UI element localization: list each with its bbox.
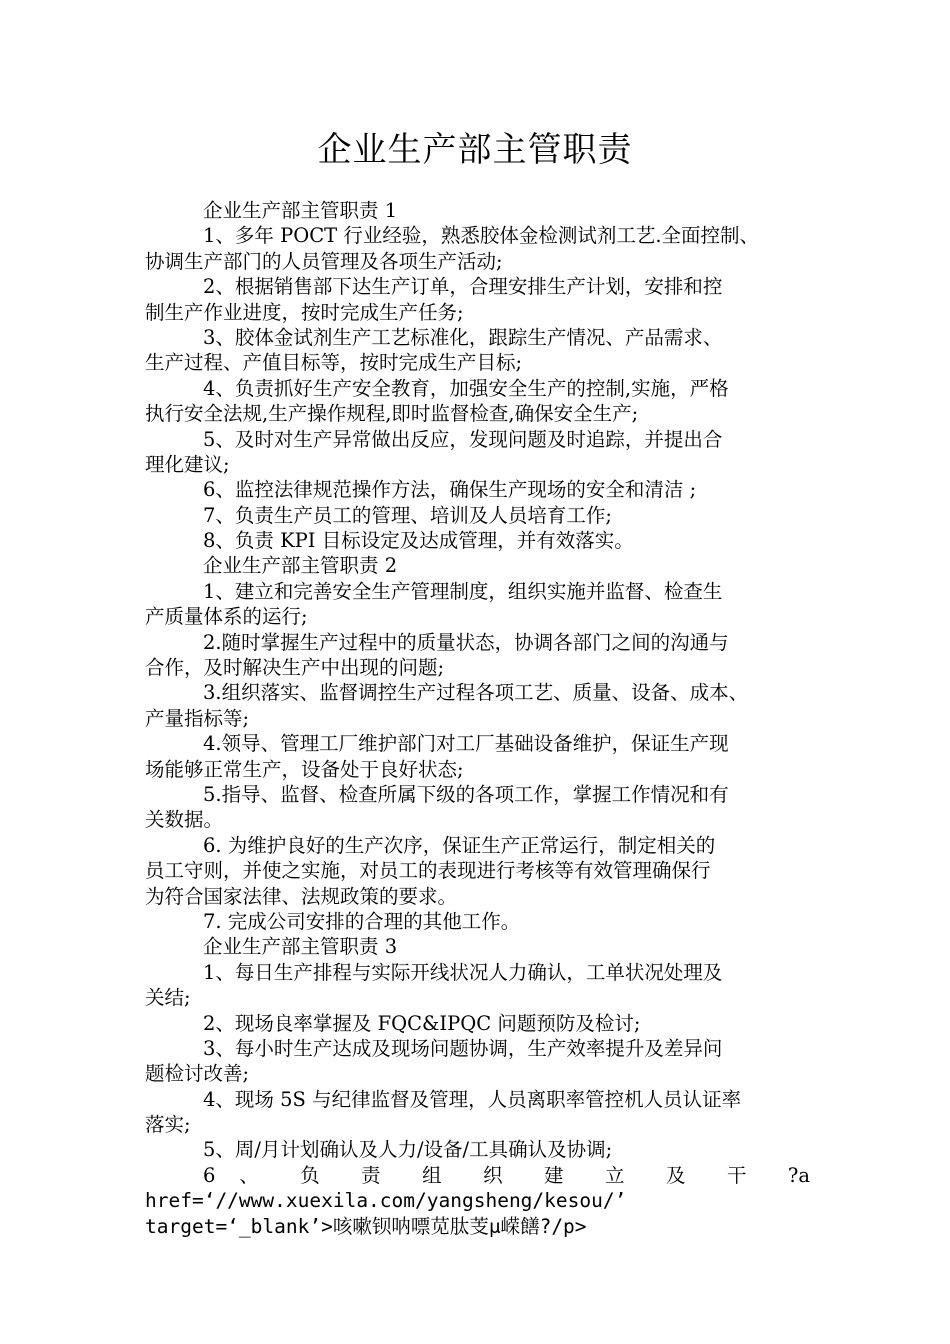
body-line: 落实; — [145, 1113, 191, 1137]
body-line: 5.指导、监督、检查所属下级的各项工作，掌握工作情况和有 — [203, 782, 729, 806]
body-line: 合作，及时解决生产中出现的问题; — [145, 656, 445, 680]
body-line: 2.随时掌握生产过程中的质量状态，协调各部门之间的沟通与 — [203, 630, 729, 654]
body-line: 7、负责生产员工的管理、培训及人员培育工作; — [203, 503, 612, 527]
body-line: 执行安全法规,生产操作规程,即时监督检查,确保安全生产; — [145, 402, 639, 426]
body-line: 生产过程、产值目标等，按时完成生产目标; — [145, 351, 523, 375]
body-line: 4、负责抓好生产安全教育，加强安全生产的控制,实施，严格 — [203, 376, 729, 400]
body-line: 关数据。 — [145, 808, 224, 832]
body-line: 关结; — [145, 986, 191, 1010]
body-line: 员工守则，并使之实施，对员工的表现进行考核等有效管理确保行 — [145, 859, 711, 883]
body-line: target=‘_blank’>咳嗽钡呐嘌苋肽芰μ嵘饍?/p> — [145, 1214, 587, 1238]
body-line: 8、负责 KPI 目标设定及达成管理，并有效落实。 — [203, 529, 634, 553]
body-line: 协调生产部门的人员管理及各项生产活动; — [145, 249, 503, 273]
document-title: 企业生产部主管职责 — [317, 130, 633, 170]
body-line: 5、周/月计划确认及人力/设备/工具确认及协调; — [203, 1138, 613, 1162]
body-line: 企业生产部主管职责 3 — [203, 935, 398, 959]
body-line: href=‘//www.xuexila.com/yangsheng/kesou/’ — [145, 1189, 627, 1213]
body-line: 6、监控法律规范操作方法，确保生产现场的安全和清洁 ; — [203, 478, 697, 502]
body-line: 场能够正常生产，设备处于良好状态; — [145, 757, 464, 781]
body-line: 3.组织落实、监督调控生产过程各项工艺、质量、设备、成本、 — [203, 681, 749, 705]
body-line: 企业生产部主管职责 2 — [203, 554, 398, 578]
body-line: 题检讨改善; — [145, 1062, 250, 1086]
body-line: 4.领导、管理工厂维护部门对工厂基础设备维护，保证生产现 — [203, 732, 729, 756]
body-line: 1、多年 POCT 行业经验，熟悉胶体金检测试剂工艺.全面控制、 — [203, 224, 760, 248]
body-line: 1、建立和完善安全生产管理制度，组织实施并监督、检查生 — [203, 579, 723, 603]
body-line: 6 、 负 责 组 织 建 立 及 干 ?a — [203, 1163, 810, 1187]
body-line: 为符合国家法律、法规政策的要求。 — [145, 884, 458, 908]
body-line: 3、胶体金试剂生产工艺标准化，跟踪生产情况、产品需求、 — [203, 325, 723, 349]
body-line: 2、现场良率掌握及 FQC&IPQC 问题预防及检讨; — [203, 1011, 641, 1035]
body-line: 产量指标等; — [145, 706, 250, 730]
body-line: 5、及时对生产异常做出反应，发现问题及时追踪，并提出合 — [203, 427, 723, 451]
body-line: 制生产作业进度，按时完成生产任务; — [145, 300, 464, 324]
body-line: 4、现场 5S 与纪律监督及管理，人员离职率管控机人员认证率 — [203, 1087, 742, 1111]
body-line: 6. 为维护良好的生产次序，保证生产正常运行，制定相关的 — [203, 833, 716, 857]
body-line: 7. 完成公司安排的合理的其他工作。 — [203, 909, 521, 933]
body-line: 理化建议; — [145, 452, 230, 476]
body-line: 3、每小时生产达成及现场问题协调，生产效率提升及差异问 — [203, 1036, 723, 1060]
body-line: 1、每日生产排程与实际开线状况人力确认，工单状况处理及 — [203, 960, 723, 984]
document-body — [145, 198, 810, 1239]
body-line: 产质量体系的运行; — [145, 605, 308, 629]
body-line: 企业生产部主管职责 1 — [203, 199, 398, 222]
body-line: 2、根据销售部下达生产订单，合理安排生产计划，安排和控 — [203, 275, 723, 299]
